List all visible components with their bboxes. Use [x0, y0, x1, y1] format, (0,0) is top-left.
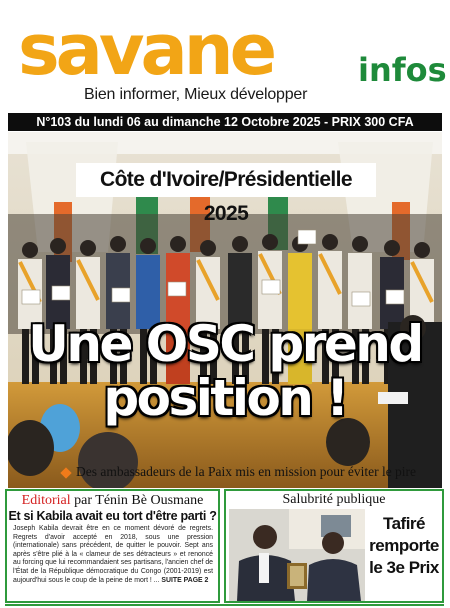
- issue-info-bar: N°103 du lundi 06 au dimanche 12 Octobre 2025 - PRIX 300 CFA: [8, 113, 442, 131]
- award-photo: [229, 509, 365, 601]
- masthead: [8, 6, 447, 110]
- salubrite-label: Salubrité publique: [282, 492, 386, 507]
- editorial-author: par Ténin Bè Ousmane: [74, 493, 204, 508]
- headline-line-2: position !: [103, 369, 347, 427]
- read-more-link[interactable]: SUITE PAGE 2: [161, 576, 209, 584]
- salubrite-box: [224, 489, 444, 603]
- cover-photo: [8, 132, 442, 488]
- headline: [8, 317, 442, 425]
- headline-line-1: Une OSC prend: [28, 315, 422, 373]
- editorial-body-text: Joseph Kabila devrait être en ce moment dévoré de regrets. Regrets d'avoir accepté en 2018, sous une pression (internationale) sans précédent, de quitter le pouvoir. Sept ans après s'être plié à la « clameur de ses détracteurs » et renoncé au forcing que lui recommandaient ses partisans, l'ancien chef de l'État de la République démocratique du Congo (2001-2019) est aujourd'hui sous le coup de la peine de mort ! ...: [13, 525, 213, 584]
- salubrite-title: Tafiré remporte le 3e Prix: [369, 514, 439, 577]
- diamond-bullet-icon: [60, 467, 71, 478]
- subhead-text: Des ambassadeurs de la Paix mis en mission pour éviter le pire: [76, 464, 417, 479]
- logo-infos: infos: [358, 51, 447, 89]
- editorial-header: [7, 493, 218, 509]
- tagline: Bien informer, Mieux développer: [84, 86, 308, 103]
- editorial-body: [13, 525, 213, 585]
- bottom-rule: [5, 604, 444, 606]
- editorial-label: Editorial: [21, 493, 71, 508]
- logo-savane: savane: [18, 9, 274, 91]
- subhead: [62, 462, 416, 482]
- editorial-box: [5, 489, 220, 603]
- section-title: Côte d'Ivoire/Présidentielle 2025: [76, 163, 376, 197]
- editorial-title: Et si Kabila avait eu tort d'être parti ?: [8, 509, 217, 523]
